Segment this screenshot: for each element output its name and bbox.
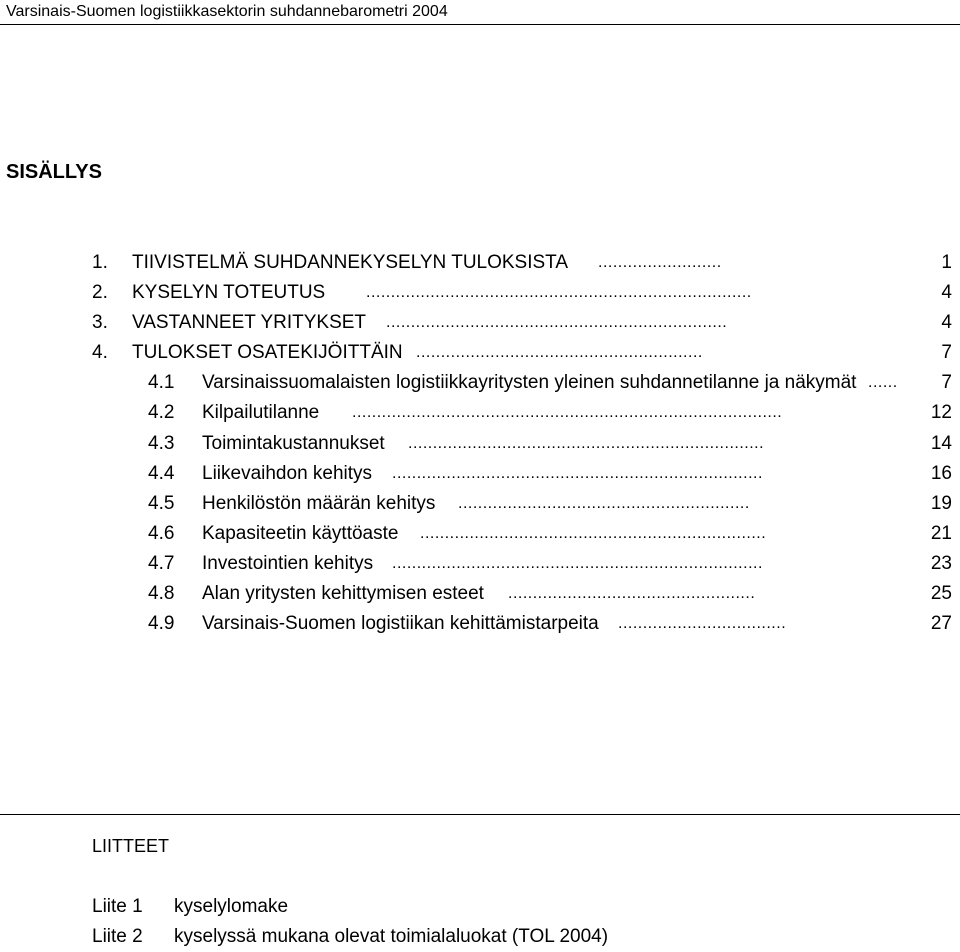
toc-entry-4-5[interactable] [0, 489, 960, 519]
toc-entry-3[interactable] [0, 308, 960, 338]
toc-entry-page: 19 [930, 492, 952, 514]
toc-entry-title: VASTANNEET YRITYKSET [132, 312, 367, 334]
toc-entry-leader: ...... [868, 374, 898, 392]
toc-entry-page: 1 [941, 252, 952, 273]
toc-entry-leader: ........................................................................... [392, 464, 763, 482]
appendix-description: kyselyssä mukana olevat toimialaluokat (TOL 2004) [174, 926, 609, 947]
toc-entry-leader: .............................................................................. [366, 284, 752, 302]
toc-entry-title: Varsinaissuomalaisten logistiikkayritysten yleinen suhdannetilanne ja näkymät [202, 372, 857, 394]
toc-entry-leader: .................................. [618, 615, 787, 633]
toc-entry-page: 25 [930, 583, 952, 605]
toc-entry-4-3[interactable] [0, 429, 960, 459]
toc-entry-leader: ..................................................................... [386, 314, 728, 332]
toc-entry-leader: ...................................................................... [420, 524, 767, 542]
toc-entry-title: Kilpailutilanne [202, 402, 320, 424]
toc-entry-page: 12 [930, 402, 952, 424]
appendix-label: Liite 2 [92, 926, 143, 947]
table-of-contents [0, 248, 960, 639]
toc-entry-page: 16 [930, 462, 952, 484]
toc-entry-leader: .................................................. [508, 585, 756, 603]
toc-entry-page: 7 [941, 372, 952, 394]
toc-entry-title: Varsinais-Suomen logistiikan kehittämistarpeita [202, 613, 599, 635]
document-header-title: Varsinais-Suomen logistiikkasektorin suhdannebarometri 2004 [6, 3, 448, 20]
toc-entry-number: 4.2 [148, 402, 175, 424]
toc-entry-4-2[interactable] [0, 398, 960, 428]
toc-entry-page: 14 [930, 432, 952, 454]
toc-entry-4-9[interactable] [0, 609, 960, 639]
toc-entry-4-1[interactable] [0, 368, 960, 398]
toc-entry-number: 4.3 [148, 432, 175, 454]
toc-entry-title: KYSELYN TOTEUTUS [132, 282, 326, 304]
appendix-item-2[interactable] [0, 922, 960, 952]
appendix-item-1[interactable] [0, 892, 960, 922]
toc-entry-title: Henkilöstön määrän kehitys [202, 492, 436, 514]
toc-entry-number: 4.9 [148, 613, 175, 635]
appendix-heading: LIITTEET [92, 836, 170, 856]
toc-entry-number: 4.7 [148, 552, 175, 574]
appendix-label: Liite 1 [92, 896, 143, 917]
toc-entry-1[interactable] [0, 248, 960, 278]
toc-entry-title: Toimintakustannukset [202, 432, 385, 454]
toc-entry-leader: ....................................................................................... [352, 404, 783, 422]
toc-entry-number: 4.4 [148, 462, 175, 484]
appendix-divider [0, 814, 960, 815]
toc-entry-leader: ........................................................... [458, 494, 750, 512]
toc-entry-page: 23 [930, 552, 952, 574]
toc-entry-4-4[interactable] [0, 459, 960, 489]
toc-entry-title: TIIVISTELMÄ SUHDANNEKYSELYN TULOKSISTA [132, 252, 569, 273]
toc-entry-leader: ........................................................................... [392, 554, 763, 572]
toc-entry-2[interactable] [0, 278, 960, 308]
toc-entry-4-6[interactable] [0, 519, 960, 549]
toc-entry-number: 3. [92, 312, 108, 334]
toc-entry-page: 4 [941, 312, 952, 334]
toc-entry-leader: ......................... [598, 254, 722, 271]
toc-entry-page: 21 [930, 522, 952, 544]
toc-entry-number: 4.8 [148, 583, 175, 605]
toc-entry-leader: ........................................................................ [408, 434, 765, 452]
toc-entry-4-8[interactable] [0, 579, 960, 609]
toc-entry-page: 7 [941, 342, 952, 364]
toc-entry-title: Investointien kehitys [202, 552, 374, 574]
toc-entry-number: 1. [92, 252, 108, 273]
toc-entry-number: 4.6 [148, 522, 175, 544]
header-divider [0, 24, 960, 25]
toc-entry-number: 4. [92, 342, 108, 364]
toc-entry-title: Liikevaihdon kehitys [202, 462, 373, 484]
toc-entry-4-7[interactable] [0, 549, 960, 579]
toc-entry-leader: .......................................................... [416, 344, 703, 362]
toc-entry-number: 2. [92, 282, 108, 304]
toc-entry-page: 4 [941, 282, 952, 304]
toc-entry-number: 4.5 [148, 492, 175, 514]
toc-heading: SISÄLLYS [6, 161, 102, 183]
toc-entry-4[interactable] [0, 338, 960, 368]
toc-entry-number: 4.1 [148, 372, 175, 394]
toc-entry-page: 27 [930, 613, 952, 635]
toc-entry-title: TULOKSET OSATEKIJÖITTÄIN [132, 342, 403, 364]
appendix-description: kyselylomake [174, 896, 289, 917]
toc-entry-title: Kapasiteetin käyttöaste [202, 522, 399, 544]
appendix-list [0, 892, 960, 952]
toc-entry-title: Alan yritysten kehittymisen esteet [202, 583, 484, 605]
